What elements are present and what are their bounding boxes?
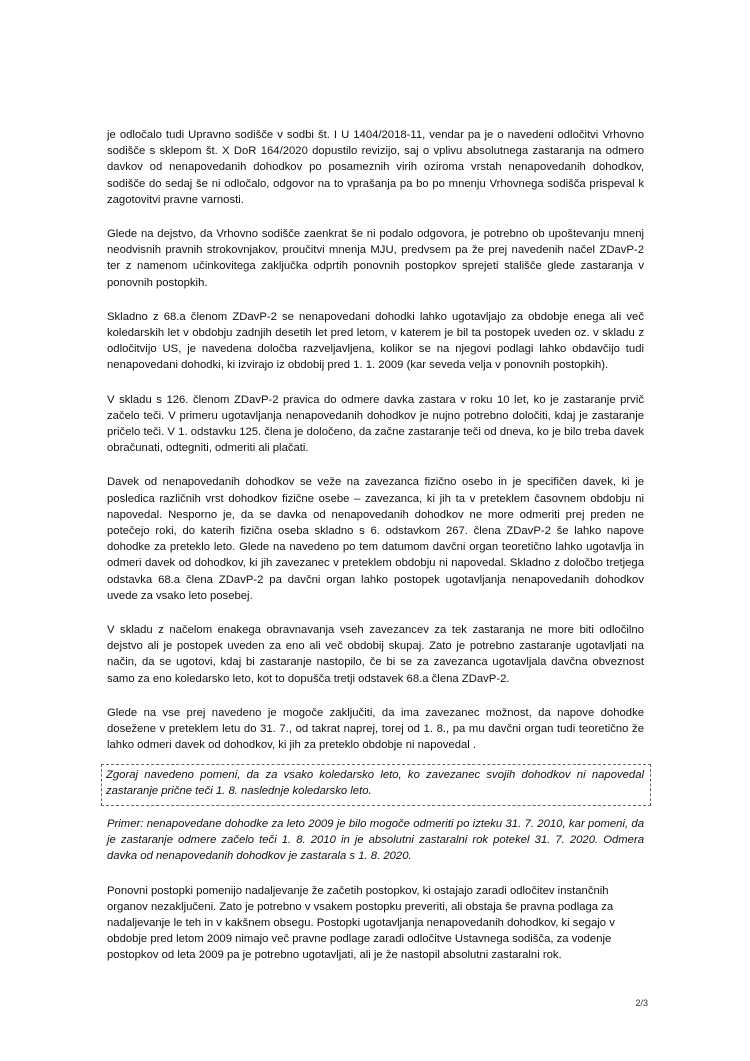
example-paragraph: Primer: nenapovedane dohodke za leto 2009 je bilo mogoče odmeriti po izteku 31. 7. 2010, kar pomeni, da je zastaranje odmere začelo teči 1. 8. 2010 in je absolutni zastaralni rok potekel 31. 7. 2020. Odmera davka od nenapovedanih dohodkov je zastarala s 1. 8. 2020. (107, 817, 644, 863)
highlighted-conclusion-box (101, 764, 651, 806)
page-number: 2/3 (635, 998, 648, 1008)
paragraph-8: Ponovni postopki pomenijo nadaljevanje že začetih postopkov, ki ostajajo zaradi odločitev instančnih organov nezaključeni. Zato je potrebno v vsakem postopku preveriti, ali obstaja še pravna podlaga za nadaljevanje le teh in v kakšnem obsegu. Postopki ugotavljanja nenapovedanih dohodkov, ki segajo v obdobje pred letom 2009 nimajo več pravne podlage zaradi odločitve Ustavnega sodišča, za vodenje postopkov od leta 2009 pa je potrebno ugotavljati, ali je že nastopil absolutni zastaralni rok. (107, 884, 615, 962)
paragraph-6: V skladu z načelom enakega obravnavanja vseh zavezancev za tek zastaranja ne more biti odločilno dejstvo ali je postopek uveden za eno ali več obdobij skupaj. Zato je potrebno zastaranje ugotavljati na način, da se ugotovi, kdaj bi zastaranje nastopilo, če bi se za zavezanca ugotavljala davčna obveznost samo za eno koledarsko leto, kot to dopušča tretji odstavek 68.a člena ZDavP-2. (107, 624, 644, 685)
paragraph-4: V skladu s 126. členom ZDavP-2 pravica do odmere davka zastara v roku 10 let, ko je zastaranje prvič začelo teči. V primeru ugotavljanja nenapovedanih dohodkov je nujno potrebno določiti, kdaj je zastaranje pričelo teči. V 1. odstavku 125. člena je določeno, da začne zastaranje teči od dneva, ko je bilo treba davek obračunati, odtegniti, odmeriti ali plačati. (107, 393, 644, 455)
paragraph-5: Davek od nenapovedanih dohodkov se veže na zavezanca fizično osebo in je specifičen davek, ki je posledica različnih vrst dohodkov fizične osebe – zavezanca, ki jih ta v preteklem časovnem obdobju ni napovedal. Nesporno je, da se davka od nenapovedanih dohodkov ne more odmeriti prej preden ne potečejo roki, do katerih fizična oseba skladno s 6. odstavkom 267. člena ZDavP-2 še lahko napove dohodke za preteklo leto. Glede na navedeno po tem datumom davčni organ teoretično lahko ugotavlja in odmeri davek od dohodkov, ki jih zavezanec v preteklem obdobju ni napovedal. Skladno z določbo tretjega odstavka 68.a člena ZDavP-2 pa davčni organ lahko postopek ugotavljanja nenapovedanih dohodkov uvede za vsako leto posebej. (107, 476, 644, 602)
paragraph-1: je odločalo tudi Upravno sodišče v sodbi št. I U 1404/2018-11, vendar pa je o navedeni odločitvi Vrhovno sodišče s sklepom št. X DoR 164/2020 dopustilo revizijo, saj o vplivu absolutnega zastaranja na odmero davkov od nenapovedanih dohodkov po posameznih virih oziroma vrstah nenapovedanih dohodkov, sodišče do sedaj še ni odločalo, odgovor na to vprašanja pa bo po mnenju Vrhovnega sodišča prispeval k zagotovitvi pravne varnosti. (107, 129, 644, 206)
document-body (107, 127, 644, 982)
paragraph-2: Glede na dejstvo, da Vrhovno sodišče zaenkrat še ni podalo odgovora, je potrebno ob upoštevanju mnenj neodvisnih pravnih strokovnjakov, proučitvi mnenja MJU, predvsem pa že prej navedenih načel ZDavP-2 ter z namenom učinkovitega zaključka odprtih ponovnih postopkov sprejeti stališče glede zastaranja v ponovnih postopkih. (107, 228, 644, 289)
paragraph-7: Glede na vse prej navedeno je mogoče zaključiti, da ima zavezanec možnost, da napove dohodke dosežene v preteklem letu do 31. 7., od takrat naprej, torej od 1. 8., pa mu davčni organ tudi teoretično že lahko odmeri davek od dohodkov, ki jih za preteklo obdobje ni napovedal . (107, 706, 644, 752)
paragraph-3: Skladno z 68.a členom ZDavP-2 se nenapovedani dohodki lahko ugotavljajo za obdobje enega ali več koledarskih let v obdobju zadnjih desetih let pred letom, v katerem je bil ta postopek uveden oz. v skladu z odločitvijo US, je navedena določba razveljavljena, kolikor se na njegovi podlagi lahko obdavčijo tudi nenapovedani dohodki, ki izvirajo iz obdobij pred 1. 1. 2009 (kar seveda velja v ponovnih postopkih). (107, 310, 644, 372)
highlighted-conclusion-text: Zgoraj navedeno pomeni, da za vsako koledarsko leto, ko zavezanec svojih dohodkov ni napovedal zastaranje prične teči 1. 8. naslednje koledarsko leto. (106, 768, 644, 797)
